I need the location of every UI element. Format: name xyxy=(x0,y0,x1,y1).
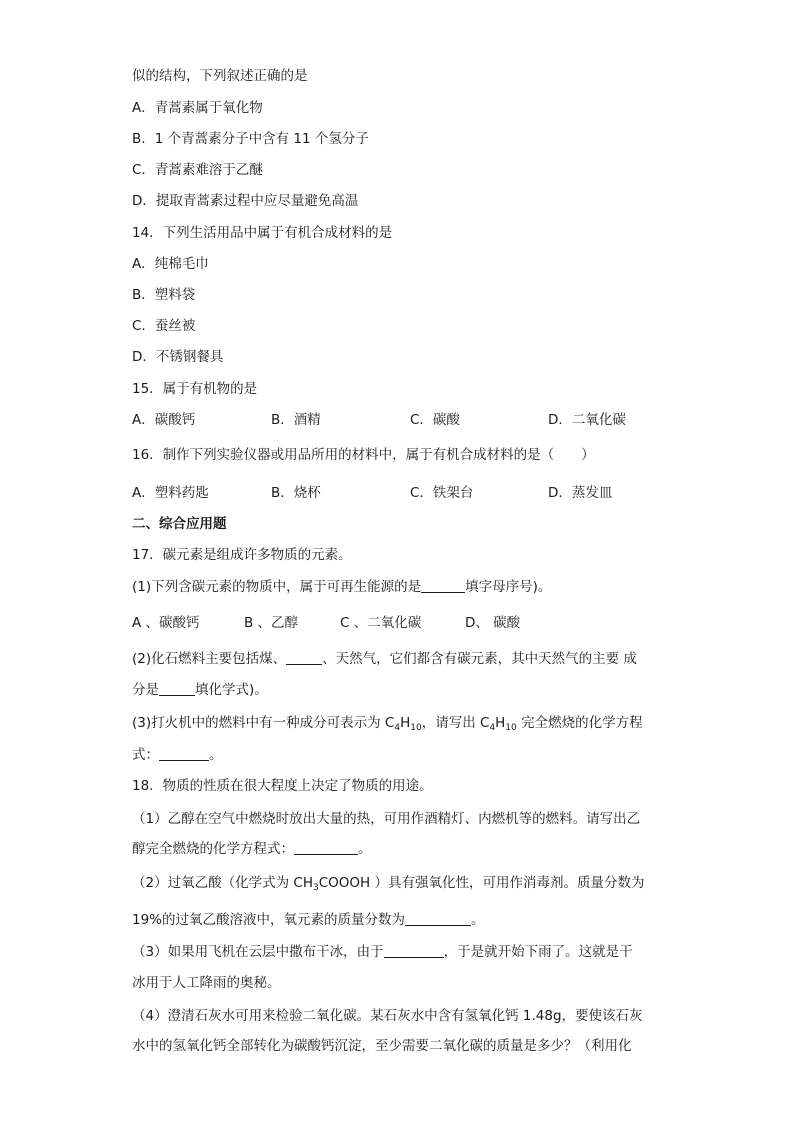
q18-part1-line1: （1）乙醇在空气中燃烧时放出大量的热，可用作酒精灯、内燃机等的燃料。请写出乙 xyxy=(132,811,641,827)
q17-part3-line1 xyxy=(132,714,643,732)
q18-part2-line2 xyxy=(132,911,485,929)
q15-option-a: A．碳酸钙 xyxy=(132,412,196,428)
q14-stem: 14．下列生活用品中属于有机合成材料的是 xyxy=(132,225,393,241)
q16-option-b: B．烧杯 xyxy=(271,485,321,501)
q15-option-d: D．二氧化碳 xyxy=(548,412,626,428)
q16-option-a: A．塑料药匙 xyxy=(132,485,209,501)
q14-option-c: C．蚕丝被 xyxy=(132,318,196,334)
q18-part3-line1 xyxy=(132,943,633,961)
q18-part1-line2 xyxy=(132,840,372,858)
q17-part3-text-a: (3)打火机中的燃料中有一种成分可表示为 xyxy=(132,715,385,731)
q17-option-c: C 、二氧化碳 xyxy=(340,615,422,631)
q13-option-b: B．1 个青蒿素分子中含有 11 个氢分子 xyxy=(132,131,369,147)
q13-option-c: C．青蒿素难溶于乙醚 xyxy=(132,162,263,178)
q17-part1-text-b: 填字母序号)。 xyxy=(465,579,552,595)
q17-part2-text-d: 填化学式)。 xyxy=(195,682,268,698)
q18-part3-blank[interactable] xyxy=(384,943,444,958)
q18-part1-text-b: 醇完全燃烧的化学方程式： xyxy=(132,841,294,857)
q18-part4-line1: （4）澄清石灰水可用来检验二氧化碳。某石灰水中含有氢氧化钙 1.48g，要使该石灰 xyxy=(132,1008,643,1024)
q18-part2-text-b: ）具有强氧化性，可用作消毒剂。质量分数为 xyxy=(370,875,645,891)
q18-formula: $CH_3COOOH$ xyxy=(293,875,371,893)
q17-part3-text-b: ，请写出 xyxy=(421,715,480,731)
q18-part1-blank[interactable] xyxy=(294,840,358,855)
q13-option-a: A．青蒿素属于氧化物 xyxy=(132,100,263,116)
q18-part2-text-c: 19%的过氧乙酸溶液中，氧元素的质量分数为 xyxy=(132,912,406,928)
q17-part3-blank[interactable] xyxy=(159,746,209,761)
q17-part2-text-b: 、天然气，它们都含有碳元素，其中天然气的主要 成 xyxy=(322,651,637,667)
q16-option-c: C．铁架台 xyxy=(410,485,474,501)
q13-option-d: D．提取青蒿素过程中应尽量避免高温 xyxy=(132,193,359,209)
q18-part2-blank[interactable] xyxy=(405,911,471,926)
q17-part1-blank[interactable] xyxy=(421,578,465,593)
q18-part2-text-d: 。 xyxy=(471,912,485,928)
q17-part3-line2 xyxy=(132,746,223,764)
q15-stem: 15．属于有机物的是 xyxy=(132,381,258,397)
q16-option-d: D．蒸发皿 xyxy=(548,485,613,501)
q17-part2-text-c: 分是 xyxy=(132,682,159,698)
q14-option-d: D．不锈钢餐具 xyxy=(132,349,224,365)
q17-option-d: D、 碳酸 xyxy=(465,615,521,631)
q17-formula-2: $C_4H_{10}$ xyxy=(480,715,517,733)
q17-part3-text-e: 。 xyxy=(209,747,223,763)
q17-part2-line1 xyxy=(132,650,637,668)
q17-part3-text-d: 式： xyxy=(132,747,159,763)
q14-option-a: A．纯棉毛巾 xyxy=(132,256,209,272)
q18-part4-line2: 水中的氢氧化钙全部转化为碳酸钙沉淀，至少需要二氧化碳的质量是多少？（利用化 xyxy=(132,1038,632,1054)
q18-part2-text-a: （2）过氧乙酸（化学式为 xyxy=(132,875,294,891)
q17-option-a: A 、碳酸钙 xyxy=(132,615,200,631)
q17-part2-text-a: (2)化石燃料主要包括煤、 xyxy=(132,651,287,667)
q17-part2-line2 xyxy=(132,681,268,699)
q17-part1 xyxy=(132,578,551,596)
q17-formula-1: $C_4H_{10}$ xyxy=(384,715,422,733)
q17-stem: 17．碳元素是组成许多物质的元素。 xyxy=(132,547,352,563)
q13-stem-tail: 似的结构，下列叙述正确的是 xyxy=(132,68,308,84)
q17-part3-text-c: 完全燃烧的化学方程 xyxy=(516,715,643,731)
q17-part2-blank2[interactable] xyxy=(159,681,195,696)
q17-part1-text-a: (1)下列含碳元素的物质中，属于可再生能源的是 xyxy=(132,579,422,595)
q15-option-b: B．酒精 xyxy=(271,412,321,428)
q18-part2-line1 xyxy=(132,874,644,892)
section-heading: 二、综合应用题 xyxy=(132,516,227,532)
q17-part2-blank1[interactable] xyxy=(286,650,322,665)
q18-part1-text-c: 。 xyxy=(358,841,372,857)
q18-part3-line2: 冰用于人工降雨的奥秘。 xyxy=(132,975,281,991)
q18-stem: 18．物质的性质在很大程度上决定了物质的用途。 xyxy=(132,778,433,794)
q18-part3-text-b: ，于是就开始下雨了。这就是干 xyxy=(443,944,633,960)
q16-stem: 16．制作下列实验仪器或用品所用的材料中，属于有机合成材料的是（ ） xyxy=(132,447,595,463)
q18-part3-text-a: （3）如果用飞机在云层中撒布干冰，由于 xyxy=(132,944,384,960)
q14-option-b: B．塑料袋 xyxy=(132,287,196,303)
q15-option-c: C．碳酸 xyxy=(410,412,460,428)
q17-option-b: B 、乙醇 xyxy=(244,615,299,631)
